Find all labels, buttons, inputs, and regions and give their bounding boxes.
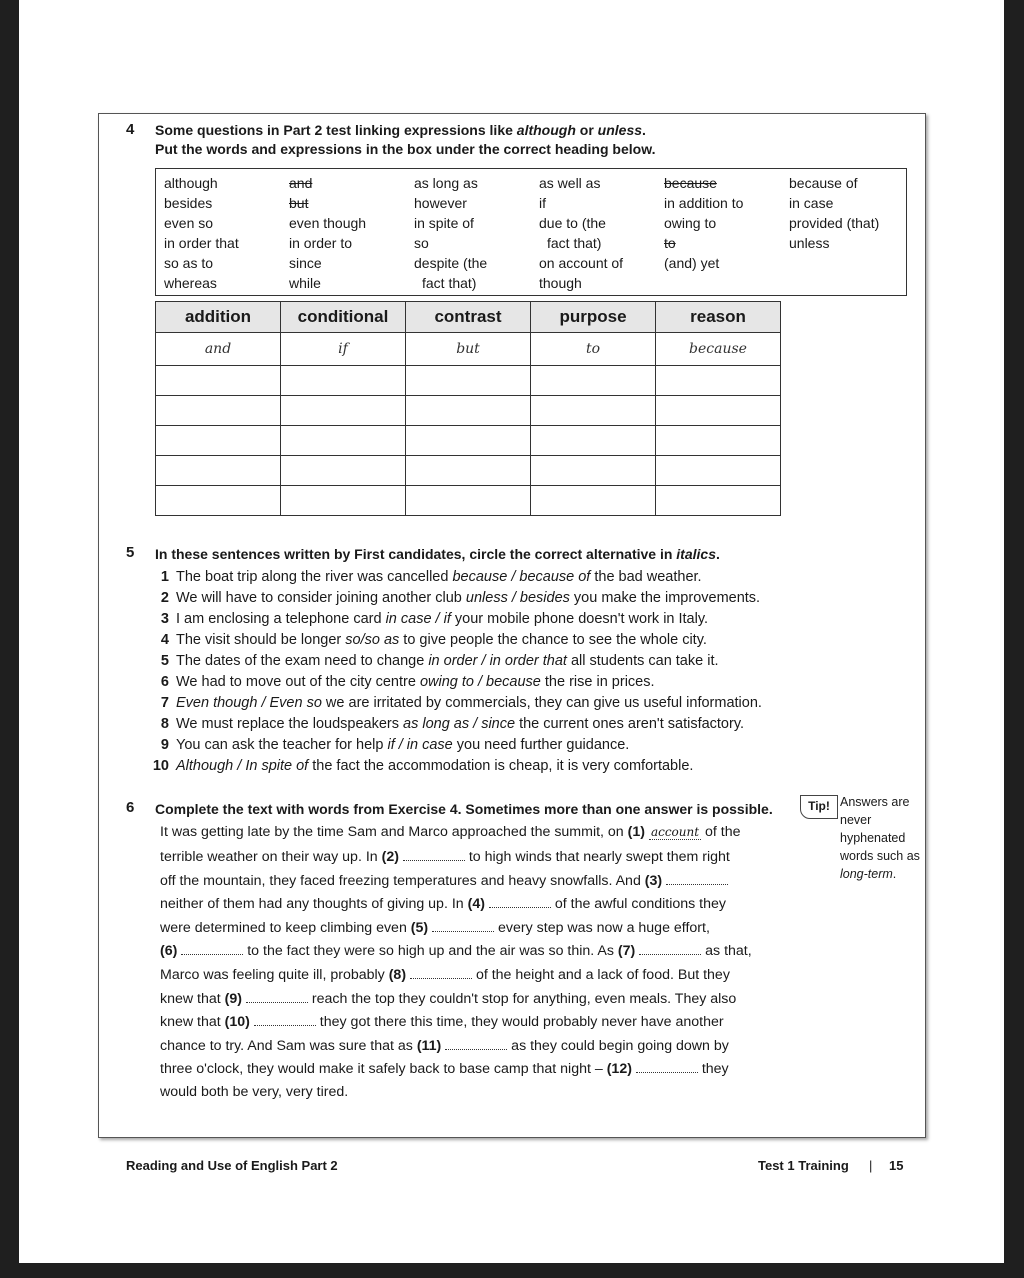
word: as well as [539, 175, 601, 191]
sentence-item: 10 Although / In spite of the fact the accommodation is cheap, it is very comfortable. [152, 758, 694, 774]
heading-table [155, 301, 781, 516]
exercise-6-number: 6 [126, 799, 135, 816]
word-crossed-out: because [664, 175, 717, 191]
word: so as to [164, 255, 214, 271]
blank-cell[interactable] [406, 396, 531, 426]
word: even so [164, 215, 214, 231]
word-box-column-5 [664, 173, 743, 273]
blank-cell[interactable] [656, 486, 781, 516]
gap-12[interactable] [636, 1060, 698, 1073]
gap-7[interactable] [639, 942, 701, 955]
table-row [156, 426, 781, 456]
sentence-item: 8 We must replace the loudspeakers as long as / since the current ones aren't satisfactory. [160, 716, 745, 732]
alternatives[interactable]: if / in case [387, 737, 453, 753]
word-box [155, 168, 907, 296]
word: due to (the [539, 215, 606, 231]
sentence-item: 1 The boat trip along the river was cancelled because / because of the bad weather. [160, 569, 702, 585]
gap-6[interactable] [181, 942, 243, 955]
exercise-4-instruction-line2: Put the words and expressions in the box under the correct heading below. [155, 141, 656, 157]
word: (and) yet [664, 255, 720, 271]
footer-section-title: Reading and Use of English Part 2 [126, 1158, 338, 1173]
example-cell: if [281, 333, 406, 366]
text-line: terrible weather on their way up. In (2) to high winds that nearly swept them right [160, 849, 730, 865]
gap-11[interactable] [445, 1037, 507, 1050]
gap-10[interactable] [254, 1013, 316, 1026]
sentence-item: 4 The visit should be longer so/so as to give people the chance to see the whole city. [160, 632, 707, 648]
tip-badge: Tip! [800, 795, 838, 819]
blank-cell[interactable] [156, 456, 281, 486]
text-line: Marco was feeling quite ill, probably (8) of the height and a lack of food. But they [160, 967, 730, 983]
word: in order that [164, 235, 239, 251]
word-box-column-3 [414, 173, 487, 293]
gap-9[interactable] [246, 990, 308, 1003]
blank-cell[interactable] [156, 426, 281, 456]
gap-2[interactable] [403, 848, 465, 861]
word-box-column-4 [539, 173, 623, 293]
sentence-item: 7 Even though / Even so we are irritated by commercials, they can give us useful information. [160, 695, 762, 711]
example-cell: to [531, 333, 656, 366]
word: whereas [164, 275, 217, 291]
table-row [156, 333, 781, 366]
word: fact that) [422, 275, 477, 291]
sentence-item: 6 We had to move out of the city centre owing to / because the rise in prices. [160, 674, 655, 690]
text-line: knew that (10) they got there this time, they would probably never have another [160, 1014, 724, 1030]
table-row [156, 456, 781, 486]
header-reason: reason [656, 302, 781, 333]
blank-cell[interactable] [531, 426, 656, 456]
text-line: off the mountain, they faced freezing temperatures and heavy snowfalls. And (3) [160, 872, 728, 889]
answer-example: account [650, 825, 700, 839]
word: though [539, 275, 582, 291]
alternatives[interactable]: as long as / since [403, 716, 516, 732]
blank-cell[interactable] [281, 366, 406, 396]
word-crossed-out: and [289, 175, 313, 191]
blank-cell[interactable] [281, 426, 406, 456]
word: so [414, 235, 429, 251]
header-addition: addition [156, 302, 281, 333]
word: besides [164, 195, 213, 211]
example-cell: but [406, 333, 531, 366]
text-line: were determined to keep climbing even (5) every step was now a huge effort, [160, 920, 710, 936]
word: on account of [539, 255, 624, 271]
blank-cell[interactable] [281, 396, 406, 426]
alternatives[interactable]: so/so as [345, 632, 400, 648]
text-line: three o'clock, they would make it safely back to base camp that night – (12) they [160, 1061, 729, 1077]
blank-cell[interactable] [406, 456, 531, 486]
header-contrast: contrast [406, 302, 531, 333]
word-box-column-6 [789, 173, 879, 253]
text-line: It was getting late by the time Sam and Marco approached the summit, on (1) account of the [160, 824, 741, 840]
gap-3[interactable] [666, 872, 728, 885]
gap-5[interactable] [432, 919, 494, 932]
text-line: would both be very, very tired. [160, 1084, 349, 1100]
table-row [156, 396, 781, 426]
word: in spite of [414, 215, 474, 231]
word: however [414, 195, 467, 211]
blank-cell[interactable] [406, 366, 531, 396]
table-row [156, 486, 781, 516]
page-number: 15 [889, 1158, 904, 1173]
footer-separator: | [869, 1158, 873, 1173]
blank-cell[interactable] [531, 486, 656, 516]
word: although [164, 175, 218, 191]
text-line: knew that (9) reach the top they couldn't stop for anything, even meals. They also [160, 991, 737, 1007]
blank-cell[interactable] [406, 486, 531, 516]
blank-cell[interactable] [656, 366, 781, 396]
word: owing to [664, 215, 717, 231]
example-cell: and [156, 333, 281, 366]
alternatives[interactable]: in case / if [385, 611, 451, 627]
word: despite (the [414, 255, 488, 271]
word: in case [789, 195, 834, 211]
word: as long as [414, 175, 478, 191]
exercise-4-number: 4 [126, 121, 135, 138]
alternatives[interactable]: in order / in order that [428, 653, 567, 669]
blank-cell[interactable] [156, 366, 281, 396]
text-line: (6) to the fact they were so high up and the air was so thin. As (7) as that, [160, 943, 752, 959]
word-crossed-out: to [664, 235, 676, 251]
exercise-4-instruction-line1: Some questions in Part 2 test linking expressions like although or unless. [155, 122, 646, 138]
blank-cell[interactable] [656, 456, 781, 486]
sentence-item: 5 The dates of the exam need to change in order / in order that all students can take it. [160, 653, 719, 669]
sentence-item: 2 We will have to consider joining another club unless / besides you make the improvements. [160, 590, 761, 606]
word: fact that) [547, 235, 602, 251]
word: even though [289, 215, 367, 231]
alternatives[interactable]: because / because of [452, 569, 591, 585]
footer-chapter: Test 1 Training [758, 1158, 849, 1173]
sentence-item: 3 I am enclosing a telephone card in case / if your mobile phone doesn't work in Italy. [160, 611, 709, 627]
gap-4[interactable] [489, 895, 551, 908]
word-box-column-1 [164, 173, 239, 293]
blank-cell[interactable] [281, 456, 406, 486]
word-crossed-out: but [289, 195, 309, 211]
word: provided (that) [789, 215, 880, 231]
exercise-5-instruction: In these sentences written by First candidates, circle the correct alternative in italics. [155, 546, 720, 562]
word: if [539, 195, 546, 211]
alternatives[interactable]: Even though / Even so [176, 695, 322, 711]
example-cell: because [656, 333, 781, 366]
gap-8[interactable] [410, 966, 472, 979]
exercise-6-instruction: Complete the text with words from Exercise 4. Sometimes more than one answer is possible. [155, 801, 773, 817]
text-line: chance to try. And Sam was sure that as (11) as they could begin going down by [160, 1038, 729, 1054]
header-conditional: conditional [281, 302, 406, 333]
blank-cell[interactable] [531, 396, 656, 426]
word: in order to [289, 235, 353, 251]
blank-cell[interactable] [406, 426, 531, 456]
word-box-column-2 [289, 173, 366, 293]
blank-cell[interactable] [656, 396, 781, 426]
sentence-item: 9 You can ask the teacher for help if / in case you need further guidance. [160, 737, 630, 753]
blank-cell[interactable] [531, 456, 656, 486]
word: unless [789, 235, 830, 251]
alternatives[interactable]: owing to / because [419, 674, 541, 690]
alternatives[interactable]: unless / besides [465, 590, 570, 606]
word: since [289, 255, 322, 271]
blank-cell[interactable] [156, 486, 281, 516]
tip-text: Answers are never hyphenated words such as long-term. [840, 795, 920, 881]
alternatives[interactable]: Although / In spite of [176, 758, 309, 774]
blank-cell[interactable] [281, 486, 406, 516]
exercise-5-number: 5 [126, 544, 135, 561]
header-purpose: purpose [531, 302, 656, 333]
blank-cell[interactable] [156, 396, 281, 426]
word: while [289, 275, 321, 291]
blank-cell[interactable] [531, 366, 656, 396]
table-header-row [156, 302, 781, 333]
table-row [156, 366, 781, 396]
text-line: neither of them had any thoughts of giving up. In (4) of the awful conditions they [160, 896, 726, 912]
word: in addition to [664, 195, 744, 211]
blank-cell[interactable] [656, 426, 781, 456]
word: because of [789, 175, 858, 191]
